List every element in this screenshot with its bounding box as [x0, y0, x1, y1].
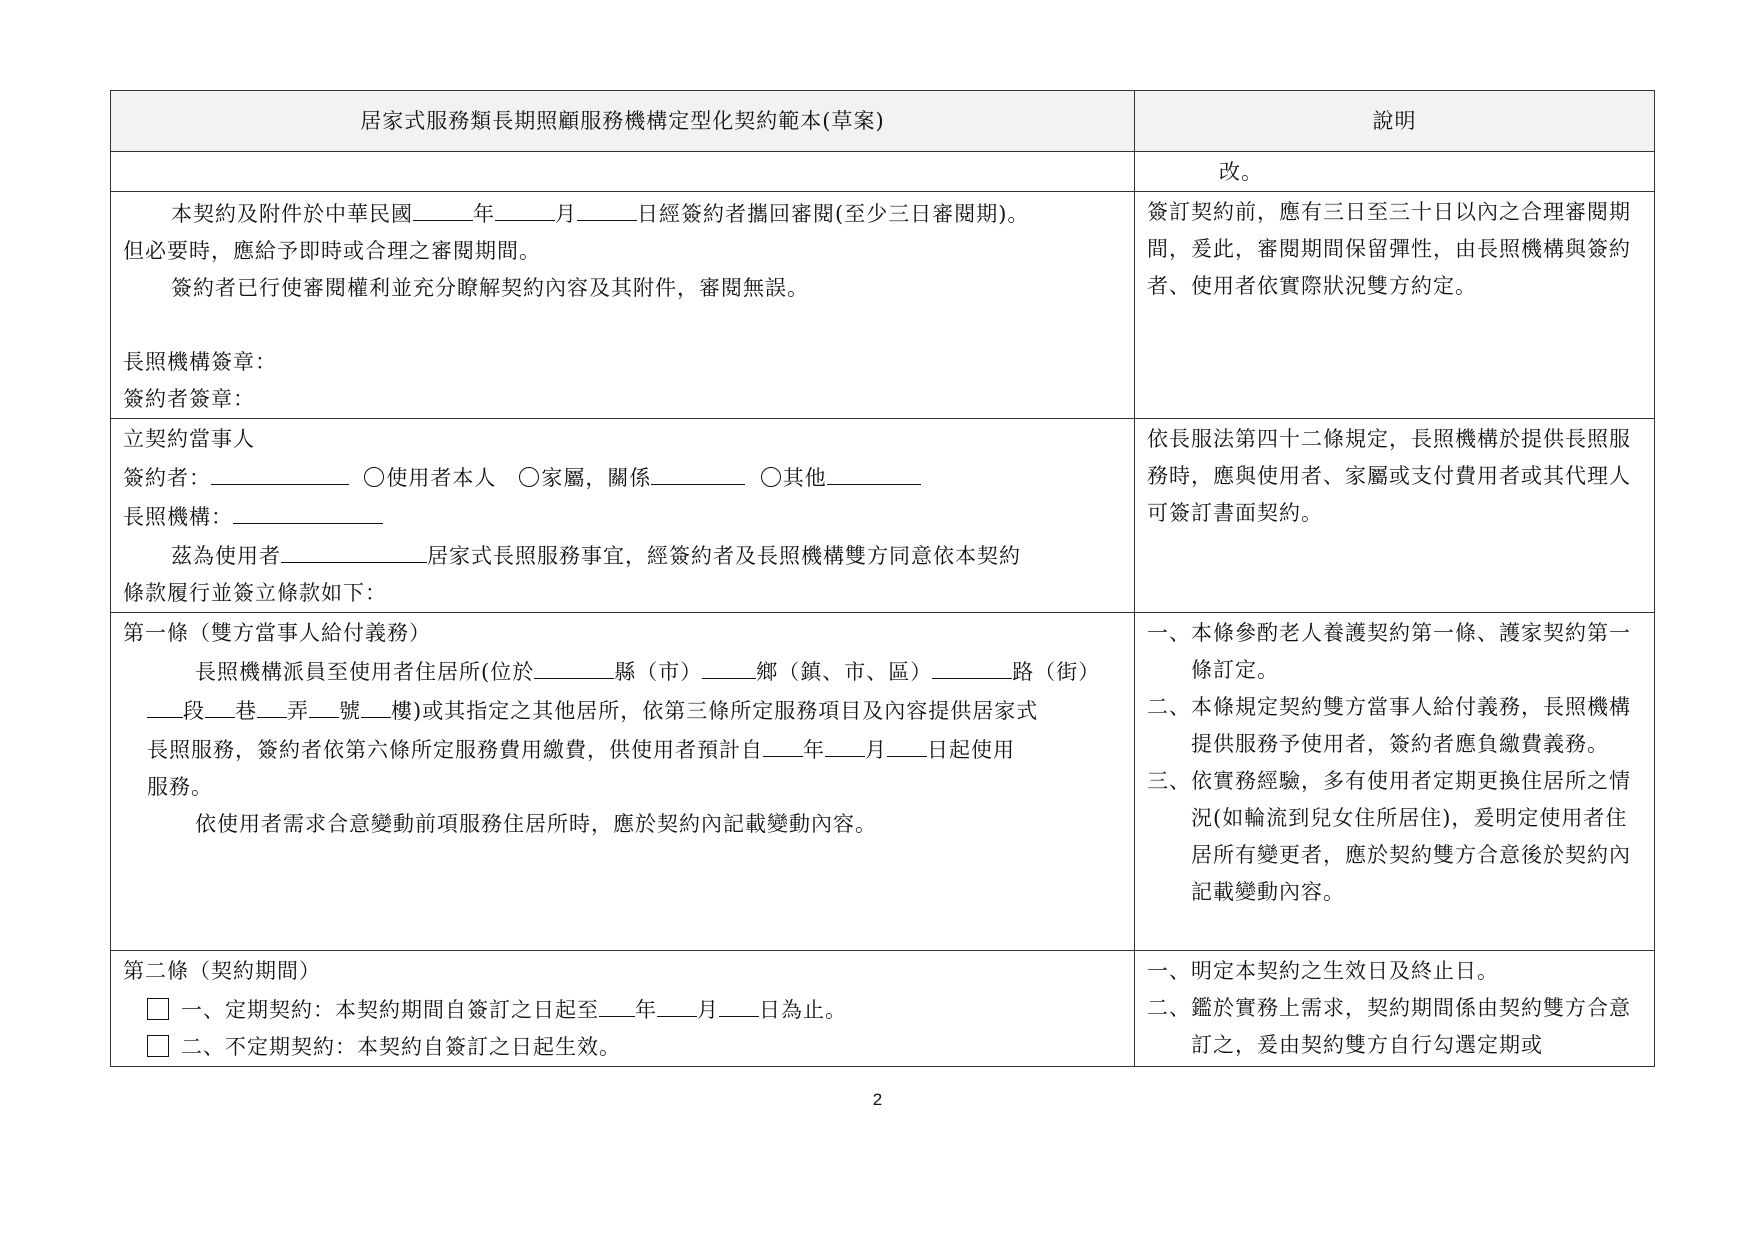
signer-name-blank[interactable] [211, 458, 349, 485]
list-item: 一、 明定本契約之生效日及終止日。 [1147, 959, 1499, 983]
article-title: 第二條（契約期間） [123, 959, 321, 983]
end-day-blank[interactable] [719, 990, 759, 1017]
explanation-cell [1135, 951, 1655, 1067]
end-month-blank[interactable] [657, 990, 697, 1017]
parties-cell: 立契約當事人 簽約者： 使用者本人 家屬，關係 其他 長照機構： 茲為使用者 居家式長照服務事宜，經簽約者及長照機構雙方同意依本契約 條款履行並簽立條款如下： [111, 419, 1135, 613]
day-blank[interactable] [577, 194, 637, 221]
list-item: 一、 本條參酌老人養護契約第一條、護家契約第一條訂定。 [1147, 621, 1631, 682]
signer-seal-label: 簽約者簽章： [123, 387, 255, 411]
user-name-blank[interactable] [281, 536, 427, 563]
contract-title: 居家式服務類長期照顧服務機構定型化契約範本(草案) [111, 91, 1135, 152]
end-year-blank[interactable] [599, 990, 635, 1017]
list-item: 三、 依實務經驗，多有使用者定期更換住居所之情況(如輪流到兒女住所居住)，爰明定使用者住居所有變更者，應於契約雙方合意後於契約內記載變動內容。 [1147, 769, 1631, 904]
explanation-cell: 簽訂契約前，應有三日至三十日以內之合理審閱期間，爰此，審閱期間保留彈性，由長照機構與簽約者、使用者依實際狀況雙方約定。 [1135, 192, 1655, 419]
county-blank[interactable] [534, 652, 614, 679]
article-two-cell: 第二條（契約期間） 一、定期契約：本契約期間自簽訂之日起至 年 月 日為止。 二、不定期契約：本契約自簽訂之日起生效。 [111, 951, 1135, 1067]
year-blank[interactable] [413, 194, 473, 221]
explanation-cell [1135, 613, 1655, 951]
table-row [111, 192, 1655, 419]
explanation-cell: 改。 [1135, 152, 1655, 192]
township-blank[interactable] [702, 652, 756, 679]
radio-family[interactable] [519, 467, 539, 487]
relation-blank[interactable] [651, 458, 745, 485]
table-row [111, 419, 1655, 613]
alley-blank[interactable] [257, 691, 287, 718]
fixed-term-checkbox[interactable] [147, 998, 169, 1020]
open-term-checkbox[interactable] [147, 1035, 169, 1057]
section-blank[interactable] [147, 691, 183, 718]
explanation-cell: 依長服法第四十二條規定，長照機構於提供長照服務時，應與使用者、家屬或支付費用者或其代理人可簽訂書面契約。 [1135, 419, 1655, 613]
month-blank[interactable] [495, 194, 555, 221]
table-row [111, 152, 1655, 192]
other-blank[interactable] [827, 458, 921, 485]
list-item: 二、 本條規定契約雙方當事人給付義務，長照機構提供服務予使用者，簽約者應負繳費義務。 [1147, 695, 1631, 756]
start-year-blank[interactable] [763, 730, 803, 757]
agency-seal-label: 長照機構簽章： [123, 350, 277, 374]
radio-other[interactable] [761, 467, 781, 487]
start-day-blank[interactable] [887, 730, 927, 757]
table-row [111, 613, 1655, 951]
lane-blank[interactable] [205, 691, 235, 718]
radio-self[interactable] [364, 467, 384, 487]
table-row [111, 951, 1655, 1067]
article-one-cell: 第一條（雙方當事人給付義務） 長照機構派員至使用者住居所(位於 縣（市） 鄉（鎮、市、區） 路（街） 段 巷 弄 號 樓)或其指定之其他居所，依第三條所定服務項目及內容提供居家式 長照服務，簽約者依第六條所定服務費用繳費，供使用者預計自 年 月 日起使用 服務。 依使用者需求合意變動前項服務住居所時，應於契約內記載變動內容。 [111, 613, 1135, 951]
review-clause-cell: 本契約及附件於中華民國 年 月 日經簽約者攜回審閱(至少三日審閱期)。 但必要時，應給予即時或合理之審閱期間。 簽約者已行使審閱權利並充分瞭解契約內容及其附件，審閱無誤。 長照機構簽章： 簽約者簽章： [111, 192, 1135, 419]
explanation-header: 說明 [1135, 91, 1655, 152]
road-blank[interactable] [932, 652, 1012, 679]
number-blank[interactable] [309, 691, 339, 718]
list-item: 二、 鑑於實務上需求，契約期間係由契約雙方合意訂之，爰由契約雙方自行勾選定期或 [1147, 996, 1631, 1057]
floor-blank[interactable] [361, 691, 391, 718]
header-row [111, 91, 1655, 152]
page-number: 2 [872, 1090, 883, 1109]
article-title: 第一條（雙方當事人給付義務） [123, 621, 431, 645]
start-month-blank[interactable] [825, 730, 865, 757]
agency-name-blank[interactable] [233, 497, 383, 524]
contract-table [110, 90, 1655, 1067]
